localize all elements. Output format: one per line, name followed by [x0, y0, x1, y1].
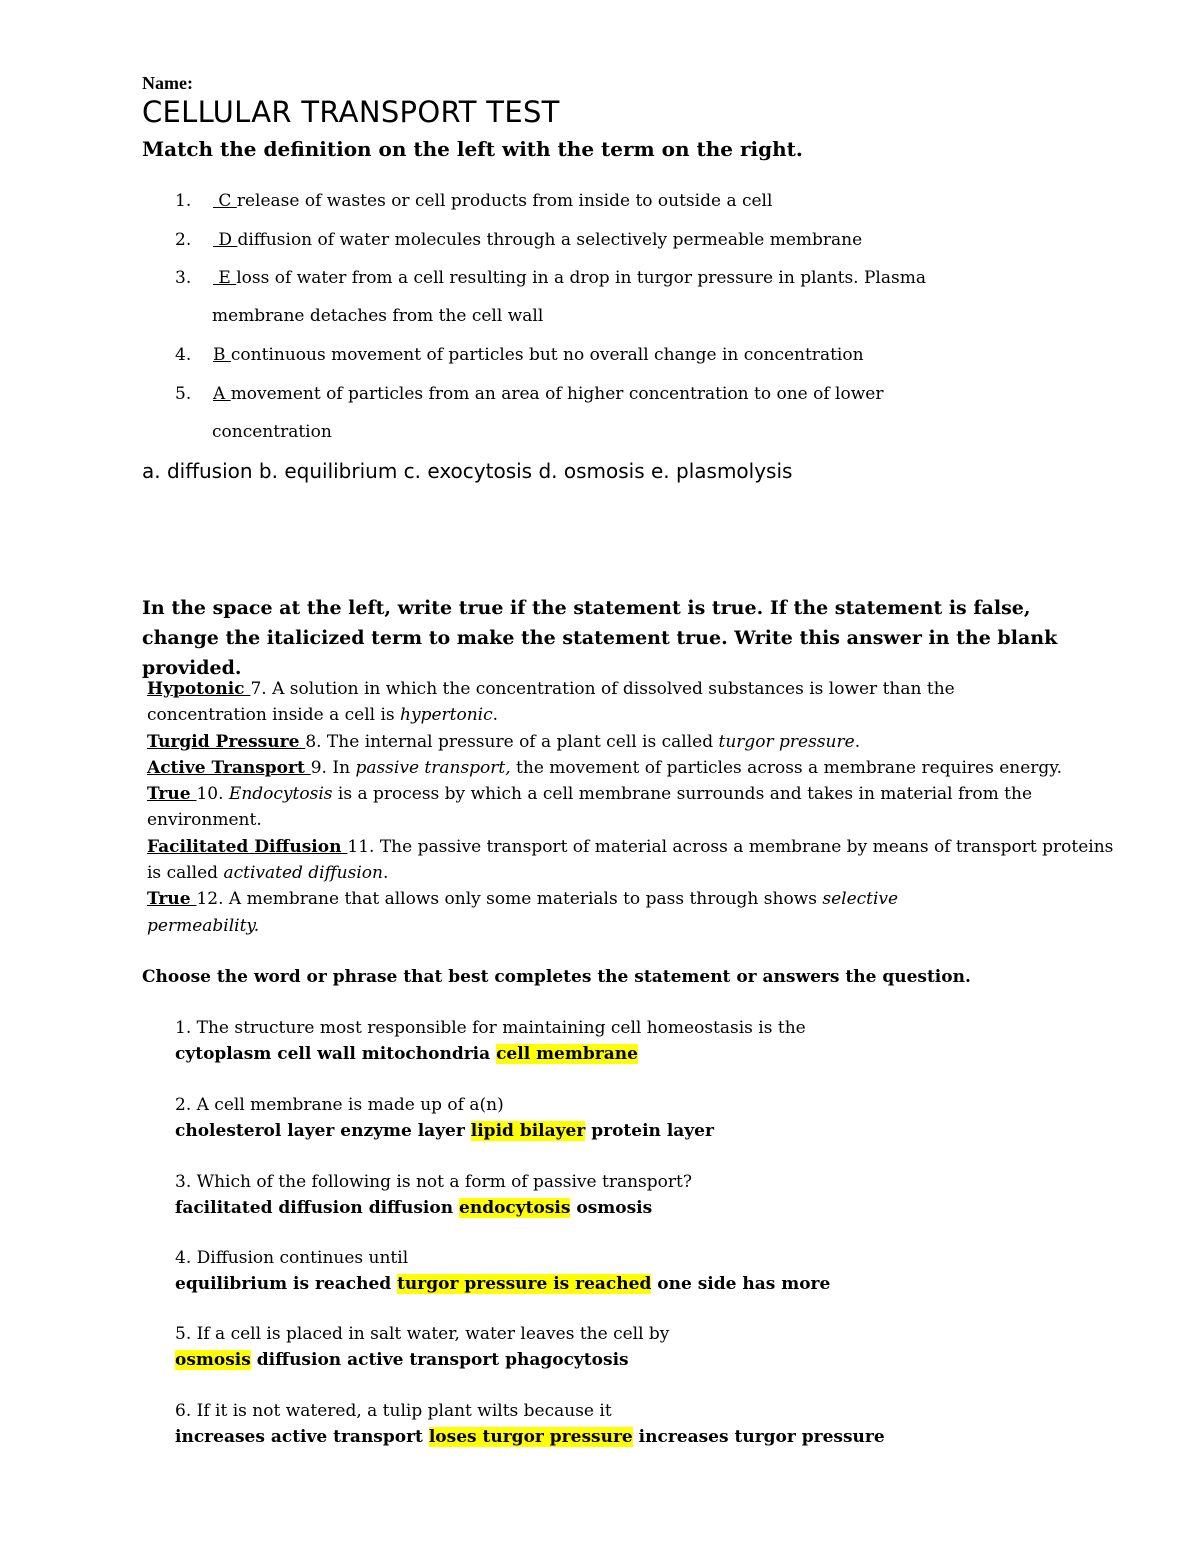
true-false-answer: Hypotonic [147, 679, 251, 699]
options-row [175, 1118, 714, 1144]
italic-term: selective [822, 889, 899, 910]
matching-item [175, 227, 926, 266]
true-false-item [147, 676, 1117, 702]
matching-choices: a. diffusion b. equilibrium c. exocytosis d. osmosis e. plasmolysis [142, 459, 793, 483]
option-selected: endocytosis [459, 1198, 571, 1218]
matching-definition: movement of particles from an area of higher concentration to one of lower [230, 383, 884, 404]
item-number: 1. [175, 191, 192, 211]
option: enzyme layer [340, 1121, 465, 1141]
option: active transport [347, 1350, 500, 1370]
question-text: 2. A cell membrane is made up of a(n) [175, 1095, 504, 1115]
question-text: 4. Diffusion continues until [175, 1248, 409, 1268]
statement-text: . [382, 863, 389, 884]
matching-answer: B [213, 345, 231, 366]
matching-answer: A [213, 383, 231, 404]
italic-term: activated diffusion [223, 863, 383, 884]
mc-question-2 [175, 1092, 714, 1144]
true-false-item [147, 729, 1117, 755]
statement-text: 10. [196, 784, 229, 805]
options-row [175, 1271, 830, 1297]
options-row [175, 1041, 806, 1067]
option-selected: lipid bilayer [470, 1121, 586, 1141]
matching-answer: D [213, 229, 238, 250]
option: cell wall [277, 1044, 356, 1064]
mc-question-4 [175, 1245, 830, 1297]
question-text: 1. The structure most responsible for maintaining cell homeostasis is the [175, 1018, 806, 1038]
question-text: 6. If it is not watered, a tulip plant wilts because it [175, 1401, 612, 1421]
true-false-item [147, 781, 1117, 807]
matching-definition-continuation: concentration [212, 421, 332, 442]
item-number: 2. [175, 229, 192, 250]
option: increases active transport [175, 1427, 423, 1447]
matching-item [175, 265, 926, 342]
option: one side has more [657, 1274, 831, 1294]
option: facilitated diffusion [175, 1198, 363, 1218]
option: diffusion [256, 1350, 342, 1370]
true-false-item-continuation [147, 913, 1117, 939]
statement-text: 11. The passive transport of material across a membrane by means of transport proteins [347, 836, 1114, 857]
matching-definition: release of wastes or cell products from inside to outside a cell [236, 191, 773, 211]
true-false-item [147, 886, 1117, 912]
matching-definition: continuous movement of particles but no overall change in concentration [230, 345, 864, 366]
mc-question-6 [175, 1398, 885, 1450]
matching-definition: diffusion of water molecules through a selectively permeable membrane [237, 229, 863, 250]
matching-answer: C [213, 191, 237, 211]
statement-text: 8. The internal pressure of a plant cell is called [305, 731, 719, 752]
true-false-answer: True [147, 889, 197, 910]
option-selected: turgor pressure is reached [397, 1274, 652, 1294]
true-false-item [147, 834, 1117, 860]
item-number: 5. [175, 383, 192, 404]
options-row [175, 1347, 669, 1373]
matching-instruction: Match the definition on the left with the term on the right. [142, 137, 803, 161]
item-number: 3. [175, 268, 192, 289]
italic-term: turgor pressure [718, 731, 855, 752]
option-selected: loses turgor pressure [428, 1427, 633, 1447]
matching-answer: E [213, 268, 237, 289]
statement-text: is called [147, 863, 224, 884]
option: increases turgor pressure [638, 1427, 885, 1447]
mc-question-1 [175, 1015, 806, 1067]
options-row [175, 1424, 885, 1450]
multiple-choice-instruction: Choose the word or phrase that best completes the statement or answers the question. [142, 967, 971, 987]
option: mitochondria [361, 1044, 491, 1064]
option: equilibrium is reached [175, 1274, 392, 1294]
italic-term: hypertonic [400, 705, 493, 726]
matching-list [175, 188, 926, 458]
statement-text: 7. A solution in which the concentration of dissolved substances is lower than the [250, 679, 955, 699]
true-false-instruction: In the space at the left, write true if the statement is true. If the statement is false, change the italicized term to make the statement true. Write this answer in the blank provided. [142, 597, 1058, 679]
true-false-answer: True [147, 784, 197, 805]
statement-text: . [854, 731, 861, 752]
option: cholesterol layer [175, 1121, 335, 1141]
option-selected: cell membrane [496, 1044, 638, 1064]
italic-term: Endocytosis [228, 784, 333, 805]
true-false-item-continuation [147, 702, 1117, 728]
statement-text: is a process by which a cell membrane surrounds and takes in material from the [332, 784, 1033, 805]
option: phagocytosis [505, 1350, 629, 1370]
matching-item [175, 342, 926, 381]
true-false-list [147, 676, 1117, 939]
name-label: Name: [142, 73, 193, 93]
true-false-item [147, 755, 1117, 781]
statement-text: concentration inside a cell is [147, 705, 401, 726]
mc-question-5 [175, 1321, 669, 1373]
true-false-answer: Facilitated Diffusion [147, 836, 348, 857]
options-row [175, 1195, 692, 1221]
statement-text: . [492, 705, 499, 726]
italic-term: passive transport, [355, 757, 511, 778]
option: cytoplasm [175, 1044, 272, 1064]
matching-item [175, 381, 926, 458]
option-selected: osmosis [175, 1350, 251, 1370]
option: osmosis [576, 1198, 653, 1218]
true-false-answer: Active Transport [147, 757, 311, 778]
statement-text: 12. A membrane that allows only some materials to pass through shows [196, 889, 823, 910]
question-text: 3. Which of the following is not a form of passive transport? [175, 1172, 692, 1192]
matching-definition: loss of water from a cell resulting in a drop in turgor pressure in plants. Plasma [236, 268, 926, 289]
matching-item [175, 188, 926, 227]
statement-text: environment. [147, 810, 262, 831]
option: diffusion [368, 1198, 454, 1218]
statement-text: 9. In [310, 757, 356, 778]
true-false-item-continuation [147, 807, 1117, 833]
test-title: CELLULAR TRANSPORT TEST [142, 95, 560, 129]
matching-definition-continuation: membrane detaches from the cell wall [212, 306, 544, 327]
statement-text: the movement of particles across a membrane requires energy. [510, 757, 1063, 778]
question-text: 5. If a cell is placed in salt water, water leaves the cell by [175, 1324, 670, 1344]
item-number: 4. [175, 345, 192, 366]
true-false-item-continuation [147, 860, 1117, 886]
italic-term: permeability. [147, 915, 260, 936]
mc-question-3 [175, 1169, 692, 1221]
option: protein layer [591, 1121, 714, 1141]
true-false-answer: Turgid Pressure [147, 731, 306, 752]
